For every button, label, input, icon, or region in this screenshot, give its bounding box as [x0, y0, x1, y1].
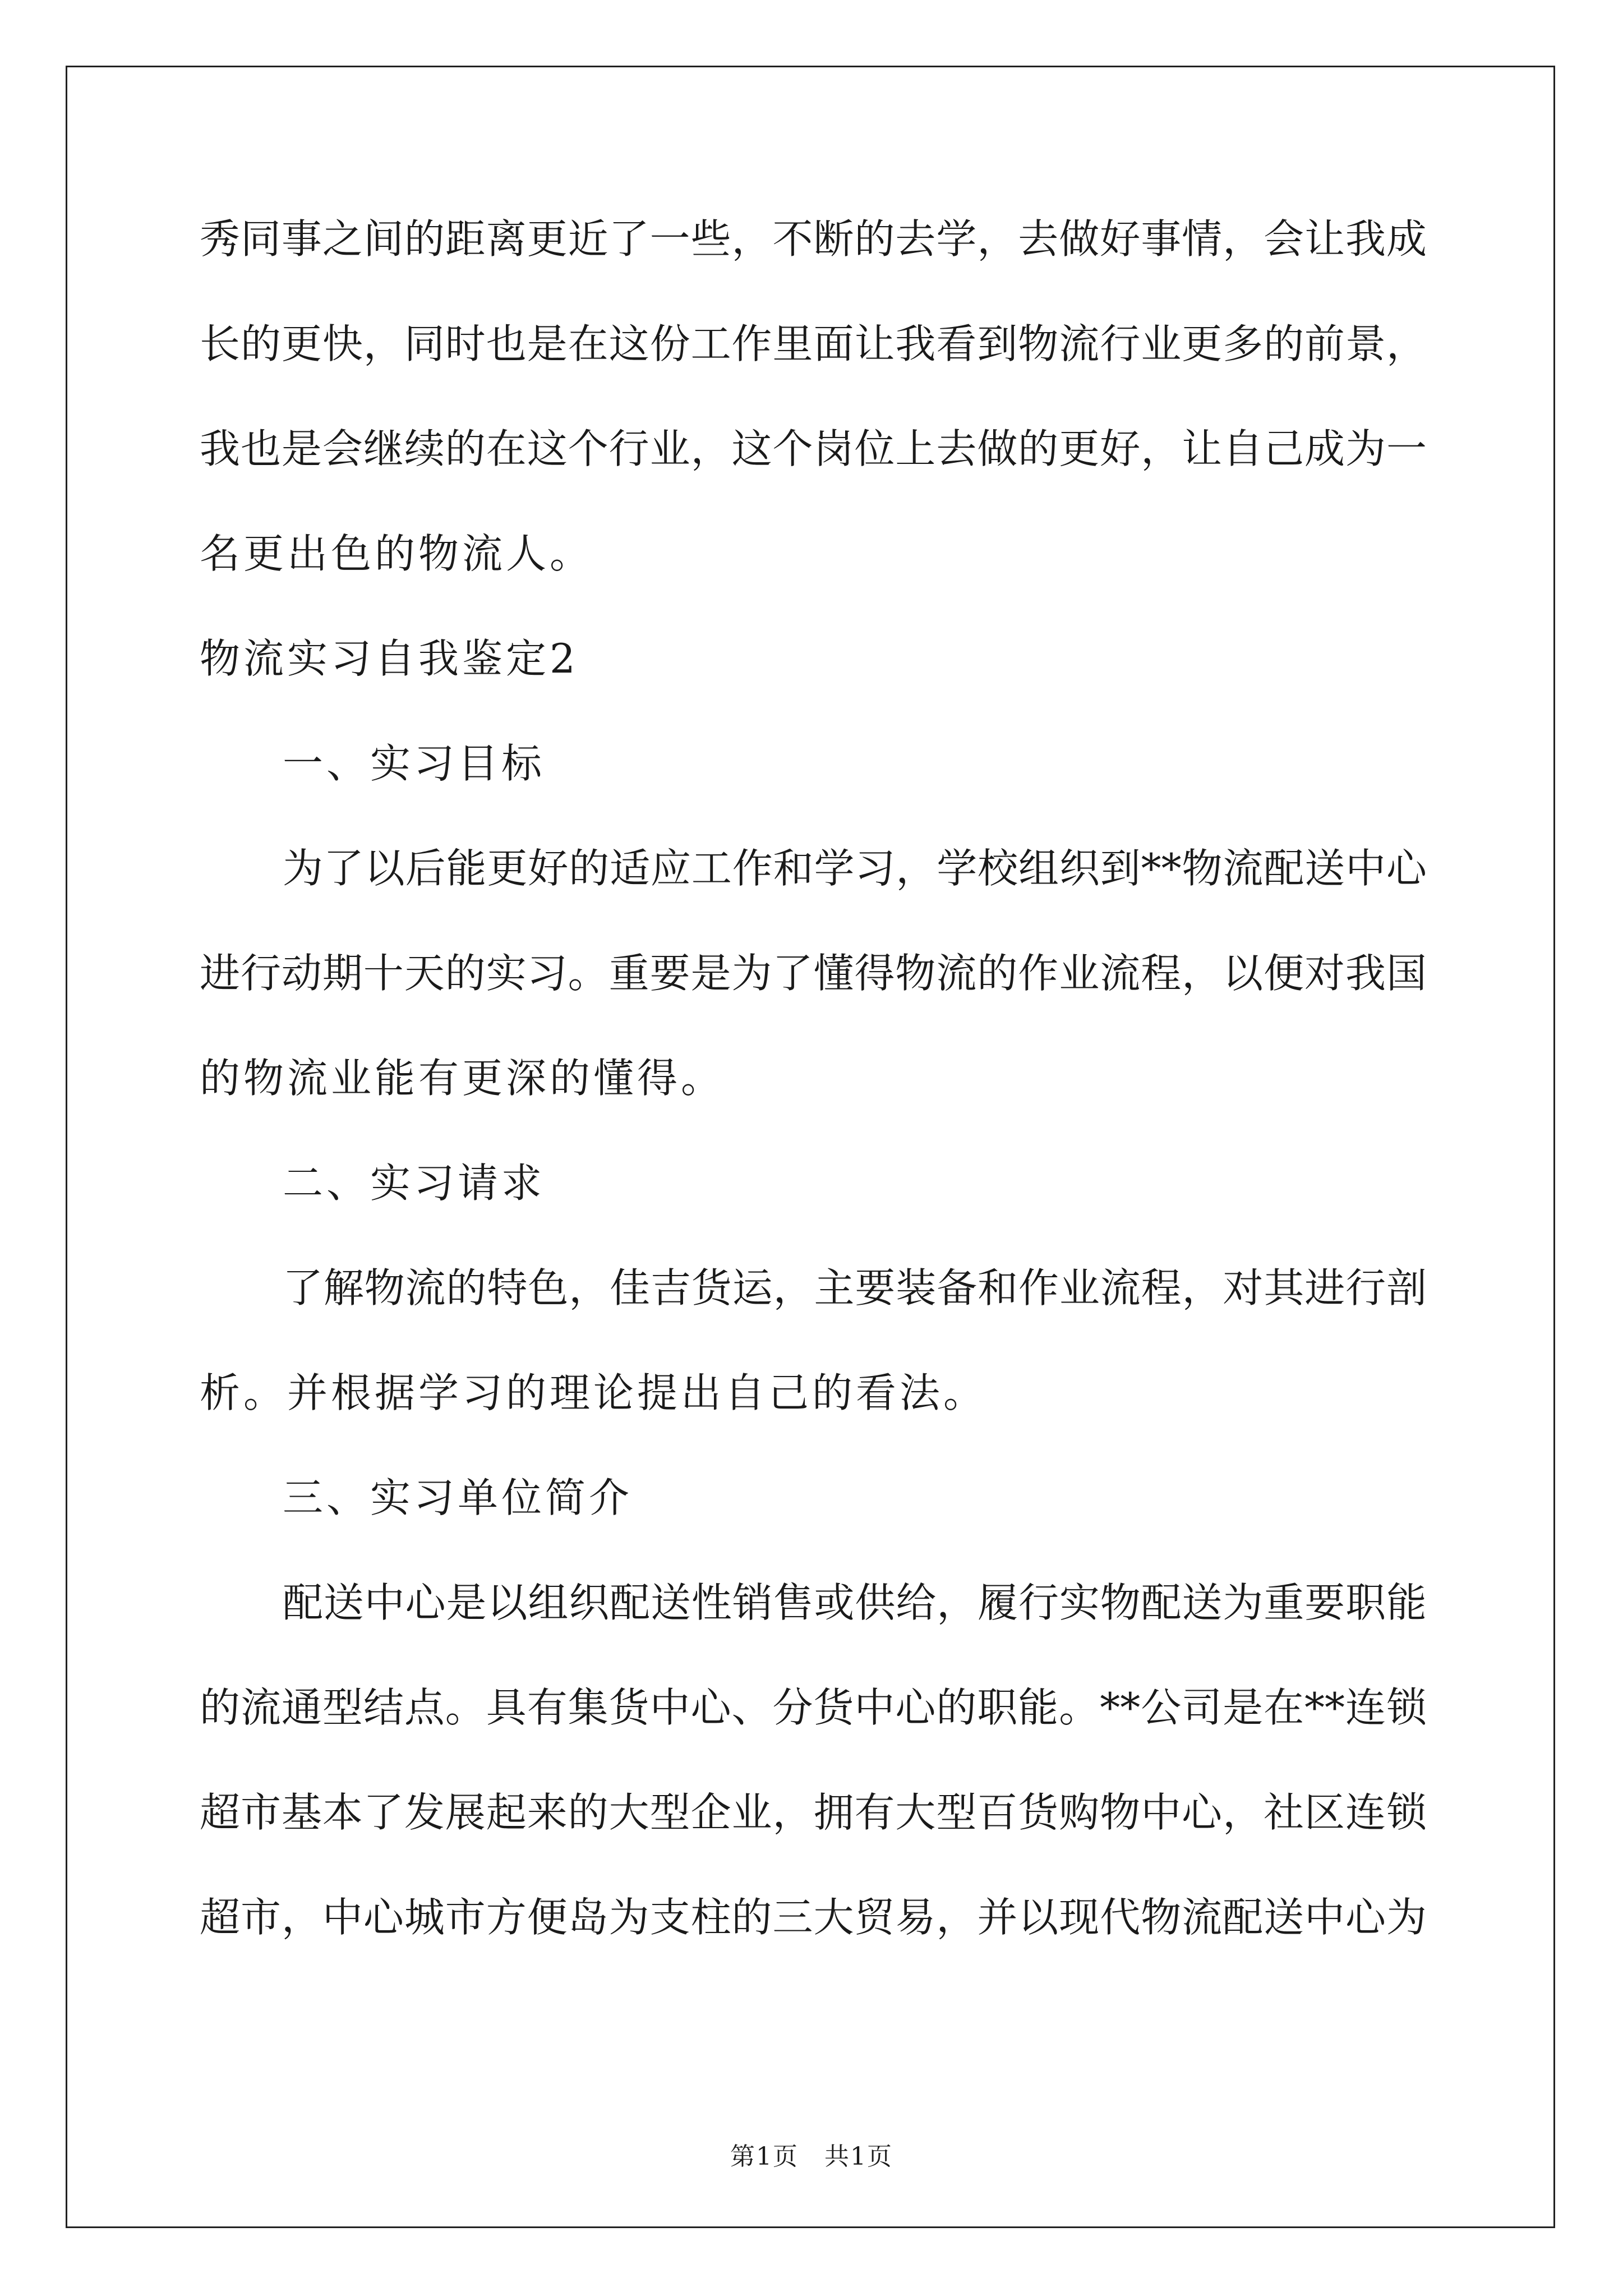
- paragraph-line: 配送中心是以组织配送性销售或供给，履行实物配送为重要职能: [283, 1579, 1427, 1626]
- paragraph-line: 名更出色的物流人。: [200, 530, 594, 577]
- paragraph-line: 长的更快，同时也是在这份工作里面让我看到物流行业更多的前景，: [200, 320, 1427, 367]
- page-number-footer: 第1页 共1页: [730, 2142, 893, 2171]
- paragraph-line: 我也是会继续的在这个行业，这个岗位上去做的更好，让自己成为一: [200, 425, 1427, 472]
- paragraph-line: 超市，中心城市方便岛为支柱的三大贸易，并以现代物流配送中心为: [200, 1894, 1427, 1941]
- section-heading: 三、实习单位简介: [283, 1474, 633, 1521]
- paragraph-line: 为了以后能更好的适应工作和学习，学校组织到**物流配送中心: [283, 845, 1427, 892]
- section-heading: 二、实习请求: [283, 1159, 546, 1207]
- section-title: 物流实习自我鉴定2: [200, 635, 579, 682]
- paragraph-line: 的物流业能有更深的懂得。: [200, 1055, 725, 1102]
- paragraph-line: 析。并根据学习的理论提出自己的看法。: [200, 1369, 988, 1416]
- paragraph-line: 秀同事之间的距离更近了一些，不断的去学，去做好事情，会让我成: [200, 215, 1427, 263]
- paragraph-line: 超市基本了发展起来的大型企业，拥有大型百货购物中心，社区连锁: [200, 1789, 1427, 1836]
- paragraph-line: 了解物流的特色，佳吉货运，主要装备和作业流程，对其进行剖: [283, 1264, 1427, 1312]
- section-heading: 一、实习目标: [283, 740, 546, 787]
- paragraph-line: 的流通型结点。具有集货中心、分货中心的职能。**公司是在**连锁: [200, 1684, 1427, 1731]
- paragraph-line: 进行动期十天的实习。重要是为了懂得物流的作业流程，以便对我国: [200, 950, 1427, 997]
